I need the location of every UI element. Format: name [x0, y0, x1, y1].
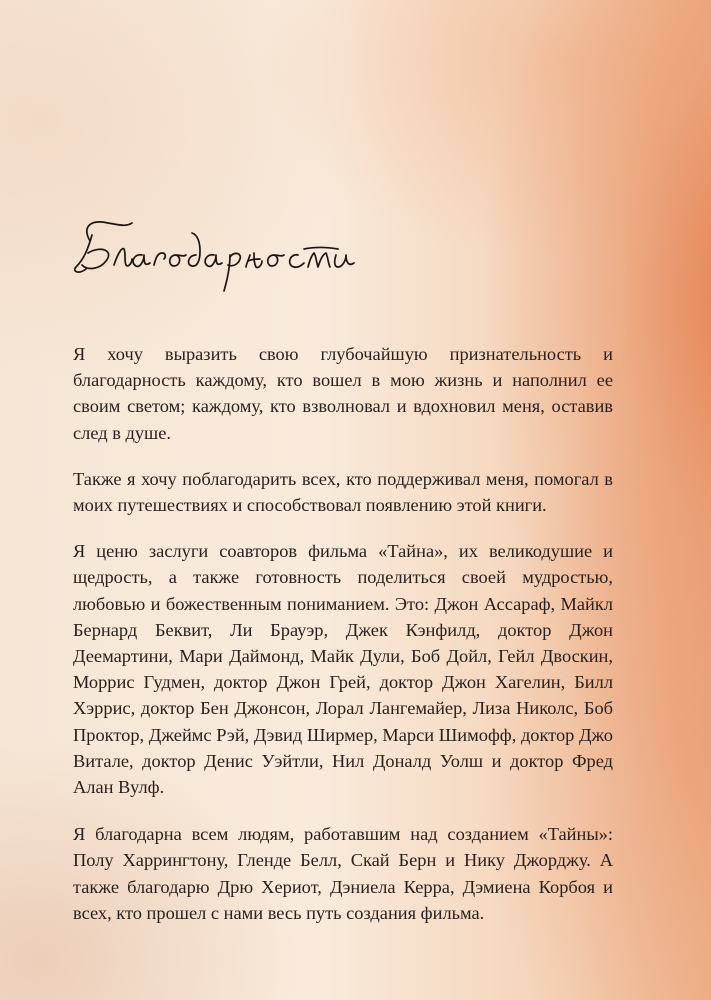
page-title: [68, 205, 69, 206]
acknowledgements-text: [73, 341, 613, 946]
paragraph: Я ценю заслуги соавторов фильма «Тайна», их великодушие и щедрость, а также готовность поделиться своей мудростью, любовью и божественным пониманием. Это: Джон Ассараф, Майкл Бернард Беквит, Ли Брауэр, Джек Кэнфилд, доктор Джон Деемартини, Мари Даймонд, Майк Дули, Боб Дойл, Гейл Двоскин, Моррис Гудмен, доктор Джон Грей, доктор Джон Хагелин, Билл Хэррис, доктор Бен Джонсон, Лорал Лангемайер, Лиза Николс, Боб Проктор, Джеймс Рэй, Дэвид Ширмер, Марси Шимофф, доктор Джо Витале, доктор Денис Уэйтли, Нил Доналд Уолш и доктор Фред Алан Вулф.: [73, 541, 613, 798]
paragraph: Я хочу выразить свою глубочайшую признательность и благодарность каждому, кто вошел в мою жизнь и наполнил ее своим светом; каждому, кто взволновал и вдохновил меня, оставив след в душе.: [73, 344, 613, 443]
paragraph: Я благодарна всем людям, работавшим над созданием «Тайны»: Полу Харрингтону, Гленде Белл, Скай Берн и Нику Джорджу. А также благодарю Дрю Хериот, Дэниела Керра, Дэмиена Корбоя и всех, кто прошел с нами весь путь создания фильма.: [73, 824, 613, 923]
title-calligraphy: [68, 205, 368, 300]
paragraph: Также я хочу поблагодарить всех, кто поддерживал меня, помогал в моих путешествиях и способствовал появлению этой книги.: [73, 468, 613, 516]
handwritten-title: [68, 205, 368, 300]
